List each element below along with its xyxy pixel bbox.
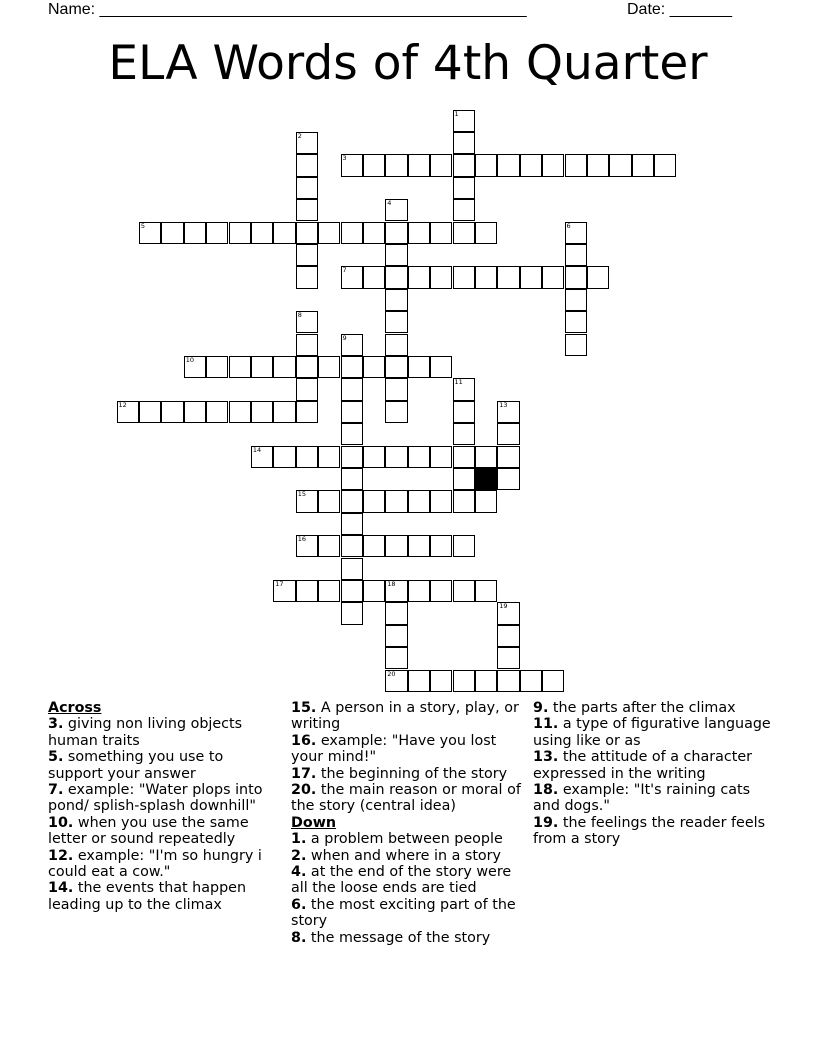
grid-cell[interactable] — [408, 535, 430, 557]
clues-column-3 — [533, 700, 773, 848]
clues-column-1 — [48, 700, 273, 913]
grid-cell[interactable] — [385, 266, 407, 288]
grid-cell[interactable] — [341, 513, 363, 535]
grid-cell[interactable] — [363, 356, 385, 378]
clue-number: 2 — [297, 131, 302, 140]
clue-number: 8 — [297, 311, 302, 320]
grid-cell[interactable] — [654, 154, 676, 176]
grid-cell[interactable] — [385, 244, 407, 266]
grid-cell[interactable] — [475, 154, 497, 176]
grid-cell[interactable] — [385, 289, 407, 311]
grid-cell[interactable] — [453, 401, 475, 423]
grid-cell[interactable] — [341, 602, 363, 624]
grid-cell[interactable] — [565, 154, 587, 176]
grid-cell[interactable] — [385, 670, 407, 692]
grid-cell[interactable] — [184, 222, 206, 244]
grid-cell[interactable] — [318, 356, 340, 378]
grid-cell[interactable] — [318, 535, 340, 557]
grid-cell[interactable] — [453, 222, 475, 244]
clue-number: 5 — [140, 221, 146, 230]
grid-cell[interactable] — [453, 177, 475, 199]
blocked-cell — [475, 468, 497, 490]
grid-cell[interactable] — [341, 446, 363, 468]
grid-cell[interactable] — [497, 602, 519, 624]
grid-cell[interactable] — [632, 154, 654, 176]
grid-cell[interactable] — [520, 154, 542, 176]
clue-number: 19 — [499, 602, 508, 611]
grid-cell[interactable] — [363, 580, 385, 602]
grid-cell[interactable] — [363, 266, 385, 288]
grid-cell[interactable] — [296, 154, 318, 176]
grid-cell[interactable] — [273, 356, 295, 378]
grid-cell[interactable] — [385, 535, 407, 557]
grid-cell[interactable] — [430, 535, 452, 557]
grid-cell[interactable] — [206, 222, 228, 244]
page-title: ELA Words of 4th Quarter — [108, 36, 708, 91]
grid-cell[interactable] — [565, 311, 587, 333]
grid-cell[interactable] — [542, 670, 564, 692]
clue-number: 10 — [185, 355, 194, 364]
date-label: Date: _______ — [627, 1, 732, 18]
grid-cell[interactable] — [497, 266, 519, 288]
clue-number: 3 — [342, 154, 347, 163]
grid-cell[interactable] — [341, 490, 363, 512]
down-clue: 8. the message of the story — [291, 929, 491, 946]
grid-cell[interactable] — [296, 535, 318, 557]
grid-cell[interactable] — [296, 401, 318, 423]
grid-cell[interactable] — [341, 356, 363, 378]
grid-cell[interactable] — [565, 289, 587, 311]
grid-cell[interactable] — [430, 356, 452, 378]
down-clue: 13. the attitude of a character expressed in the writing — [533, 749, 752, 782]
grid-cell[interactable] — [453, 423, 475, 445]
across-clue: 10. when you use the same letter or sound repeatedly — [48, 814, 249, 848]
across-clue: 15. A person in a story, play, or writing — [291, 700, 519, 733]
grid-cell[interactable] — [453, 490, 475, 512]
across-clue: 12. example: "I'm so hungry i could eat a cow." — [48, 847, 262, 881]
grid-cell[interactable] — [363, 154, 385, 176]
clue-number: 15 — [297, 490, 306, 499]
grid-cell[interactable] — [430, 222, 452, 244]
grid-cell[interactable] — [453, 468, 475, 490]
clue-number: 7 — [342, 266, 347, 275]
grid-cell[interactable] — [341, 378, 363, 400]
grid-cell[interactable] — [385, 490, 407, 512]
grid-cell[interactable] — [475, 580, 497, 602]
grid-cell[interactable] — [296, 378, 318, 400]
grid-cell[interactable] — [565, 266, 587, 288]
grid-cell[interactable] — [565, 334, 587, 356]
across-clue: 20. the main reason or moral of the story (central idea) — [291, 782, 521, 815]
grid-cell[interactable] — [430, 446, 452, 468]
down-clue: 6. the most exciting part of the story — [291, 896, 516, 930]
grid-cell[interactable] — [296, 199, 318, 221]
down-clue: 1. a problem between people — [291, 831, 503, 848]
grid-cell[interactable] — [408, 222, 430, 244]
grid-cell[interactable] — [318, 446, 340, 468]
across-clue: 3. giving non living objects human traits — [48, 716, 243, 749]
grid-cell[interactable] — [229, 222, 251, 244]
grid-cell[interactable] — [206, 401, 228, 423]
grid-cell[interactable] — [318, 580, 340, 602]
grid-cell[interactable] — [273, 222, 295, 244]
grid-cell[interactable] — [385, 356, 407, 378]
grid-cell[interactable] — [296, 266, 318, 288]
grid-cell[interactable] — [475, 446, 497, 468]
clues-column-2 — [291, 700, 526, 946]
grid-cell[interactable] — [251, 401, 273, 423]
grid-cell[interactable] — [296, 222, 318, 244]
down-clue: 18. example: "It's raining cats and dogs." — [533, 782, 751, 815]
grid-cell[interactable] — [296, 244, 318, 266]
grid-cell[interactable] — [497, 154, 519, 176]
grid-cell[interactable] — [341, 154, 363, 176]
clue-number: 9 — [342, 333, 347, 342]
grid-cell[interactable] — [341, 535, 363, 557]
grid-cell[interactable] — [296, 334, 318, 356]
across-clue: 14. the events that happen leading up to the climax — [48, 880, 247, 913]
clue-number: 16 — [297, 535, 306, 544]
grid-cell[interactable] — [408, 580, 430, 602]
grid-cell[interactable] — [565, 244, 587, 266]
clue-number: 4 — [387, 199, 392, 208]
grid-cell[interactable] — [296, 490, 318, 512]
down-heading: Down — [291, 814, 337, 831]
grid-cell[interactable] — [475, 670, 497, 692]
clue-number: 20 — [387, 669, 396, 678]
grid-cell[interactable] — [520, 670, 542, 692]
across-heading: Across — [48, 700, 102, 716]
across-clue: 5. something you use to support your answer — [48, 749, 224, 782]
grid-cell[interactable] — [453, 110, 475, 132]
grid-cell[interactable] — [341, 558, 363, 580]
grid-cell[interactable] — [385, 580, 407, 602]
grid-cell[interactable] — [385, 378, 407, 400]
grid-cell[interactable] — [453, 132, 475, 154]
grid-cell[interactable] — [565, 222, 587, 244]
grid-cell[interactable] — [161, 222, 183, 244]
grid-cell[interactable] — [139, 222, 161, 244]
clue-number: 12 — [118, 400, 127, 409]
grid-cell[interactable] — [296, 356, 318, 378]
grid-cell[interactable] — [453, 535, 475, 557]
grid-cell[interactable] — [430, 490, 452, 512]
grid-cell[interactable] — [475, 222, 497, 244]
grid-cell[interactable] — [609, 154, 631, 176]
grid-cell[interactable] — [385, 222, 407, 244]
clue-number: 6 — [566, 221, 571, 230]
grid-cell[interactable] — [341, 468, 363, 490]
grid-cell[interactable] — [385, 647, 407, 669]
grid-cell[interactable] — [497, 468, 519, 490]
grid-cell[interactable] — [341, 423, 363, 445]
grid-cell[interactable] — [587, 154, 609, 176]
grid-cell[interactable] — [430, 670, 452, 692]
grid-cell[interactable] — [363, 535, 385, 557]
grid-cell[interactable] — [251, 222, 273, 244]
grid-cell[interactable] — [251, 356, 273, 378]
grid-cell[interactable] — [453, 446, 475, 468]
grid-cell[interactable] — [385, 154, 407, 176]
grid-cell[interactable] — [408, 154, 430, 176]
grid-cell[interactable] — [341, 401, 363, 423]
grid-cell[interactable] — [475, 490, 497, 512]
grid-cell[interactable] — [139, 401, 161, 423]
grid-cell[interactable] — [453, 199, 475, 221]
grid-cell[interactable] — [363, 222, 385, 244]
clue-number: 13 — [499, 400, 508, 409]
down-clue: 11. a type of figurative language using like or as — [533, 716, 771, 749]
grid-cell[interactable] — [453, 670, 475, 692]
grid-cell[interactable] — [296, 132, 318, 154]
grid-cell[interactable] — [296, 580, 318, 602]
grid-cell[interactable] — [385, 311, 407, 333]
grid-cell[interactable] — [430, 580, 452, 602]
across-clue: 7. example: "Water plops into pond/ splish-splash downhill" — [48, 782, 263, 815]
down-clue: 2. when and where in a story — [291, 847, 502, 864]
grid-cell[interactable] — [408, 446, 430, 468]
grid-cell[interactable] — [587, 266, 609, 288]
grid-cell[interactable] — [296, 446, 318, 468]
across-clue: 16. example: "Have you lost your mind!" — [291, 732, 497, 766]
grid-cell[interactable] — [273, 446, 295, 468]
grid-cell[interactable] — [497, 625, 519, 647]
grid-cell[interactable] — [363, 490, 385, 512]
grid-cell[interactable] — [229, 401, 251, 423]
grid-cell[interactable] — [184, 356, 206, 378]
grid-cell[interactable] — [341, 334, 363, 356]
clue-number: 17 — [275, 579, 284, 588]
clue-number: 1 — [454, 109, 459, 118]
grid-cell[interactable] — [408, 490, 430, 512]
grid-cell[interactable] — [385, 625, 407, 647]
down-clue: 19. the feelings the reader feels from a story — [533, 814, 766, 848]
across-clue: 17. the beginning of the story — [291, 765, 508, 782]
grid-cell[interactable] — [430, 266, 452, 288]
grid-cell[interactable] — [117, 401, 139, 423]
grid-cell[interactable] — [520, 266, 542, 288]
grid-cell[interactable] — [296, 177, 318, 199]
grid-cell[interactable] — [318, 222, 340, 244]
grid-cell[interactable] — [497, 446, 519, 468]
grid-cell[interactable] — [385, 401, 407, 423]
grid-cell[interactable] — [161, 401, 183, 423]
grid-cell[interactable] — [453, 266, 475, 288]
grid-cell[interactable] — [497, 401, 519, 423]
grid-cell[interactable] — [497, 423, 519, 445]
grid-cell[interactable] — [273, 580, 295, 602]
grid-cell[interactable] — [453, 154, 475, 176]
grid-cell[interactable] — [408, 356, 430, 378]
grid-cell[interactable] — [542, 154, 564, 176]
name-label: Name: ________________________________________________ — [48, 1, 527, 18]
grid-cell[interactable] — [385, 446, 407, 468]
grid-cell[interactable] — [318, 490, 340, 512]
grid-cell[interactable] — [273, 401, 295, 423]
down-clue: 4. at the end of the story were all the loose ends are tied — [291, 864, 512, 897]
grid-cell[interactable] — [475, 266, 497, 288]
grid-cell[interactable] — [296, 311, 318, 333]
grid-cell[interactable] — [341, 222, 363, 244]
grid-cell[interactable] — [184, 401, 206, 423]
grid-cell[interactable] — [497, 647, 519, 669]
grid-cell[interactable] — [229, 356, 251, 378]
grid-cell[interactable] — [430, 154, 452, 176]
grid-cell[interactable] — [341, 580, 363, 602]
grid-cell[interactable] — [341, 266, 363, 288]
grid-cell[interactable] — [363, 446, 385, 468]
grid-cell[interactable] — [385, 602, 407, 624]
grid-cell[interactable] — [206, 356, 228, 378]
down-clue: 9. the parts after the climax — [533, 700, 736, 716]
grid-cell[interactable] — [408, 670, 430, 692]
grid-cell[interactable] — [453, 580, 475, 602]
grid-cell[interactable] — [542, 266, 564, 288]
grid-cell[interactable] — [453, 378, 475, 400]
grid-cell[interactable] — [497, 670, 519, 692]
clue-number: 18 — [387, 579, 396, 588]
grid-cell[interactable] — [408, 266, 430, 288]
grid-cell[interactable] — [385, 334, 407, 356]
clue-number: 14 — [252, 445, 262, 454]
grid-cell[interactable] — [251, 446, 273, 468]
grid-cell[interactable] — [385, 199, 407, 221]
clue-number: 11 — [454, 378, 463, 387]
